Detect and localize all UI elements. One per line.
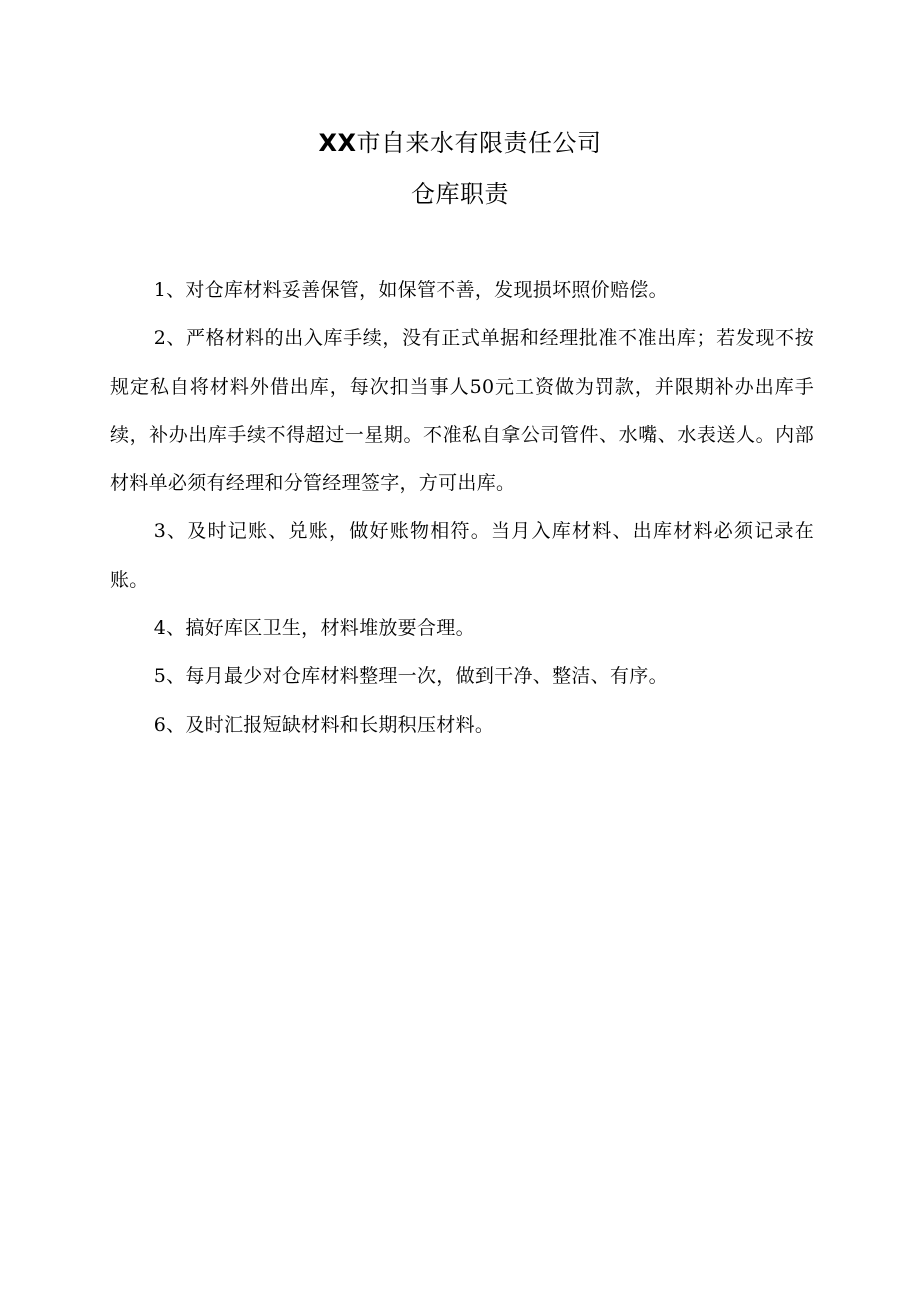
duty-paragraph-3: 3、及时记账、兑账，做好账物相符。当月入库材料、出库材料必须记录在账。 <box>110 520 814 591</box>
duty-paragraph-2: 2、严格材料的出入库手续，没有正式单据和经理批准不准出库；若发现不按规定私自将材料外借出库，每次扣当事人50元工资做为罚款，并限期补办出库手续，补办出库手续不得超过一星期。不准私自拿公司管件、水嘴、水表送人。内部材料单必须有经理和分管经理签字，方可出库。 <box>110 327 814 495</box>
duties-body <box>110 266 814 749</box>
duty-paragraph-4: 4、搞好库区卫生，材料堆放要合理。 <box>153 617 475 640</box>
company-title <box>0 127 920 159</box>
company-title-name: 市自来水有限责任公司 <box>356 129 602 157</box>
duty-paragraph-1: 1、对仓库材料妥善保管，如保管不善，发现损坏照价赔偿。 <box>153 279 668 301</box>
company-title-prefix: XX <box>318 129 357 157</box>
duty-paragraph-5: 5、每月最少对仓库材料整理一次，做到干净、整洁、有序。 <box>153 665 668 688</box>
document-subtitle: 仓库职责 <box>411 180 509 208</box>
duty-paragraph-6: 6、及时汇报短缺材料和长期积压材料。 <box>153 713 495 736</box>
